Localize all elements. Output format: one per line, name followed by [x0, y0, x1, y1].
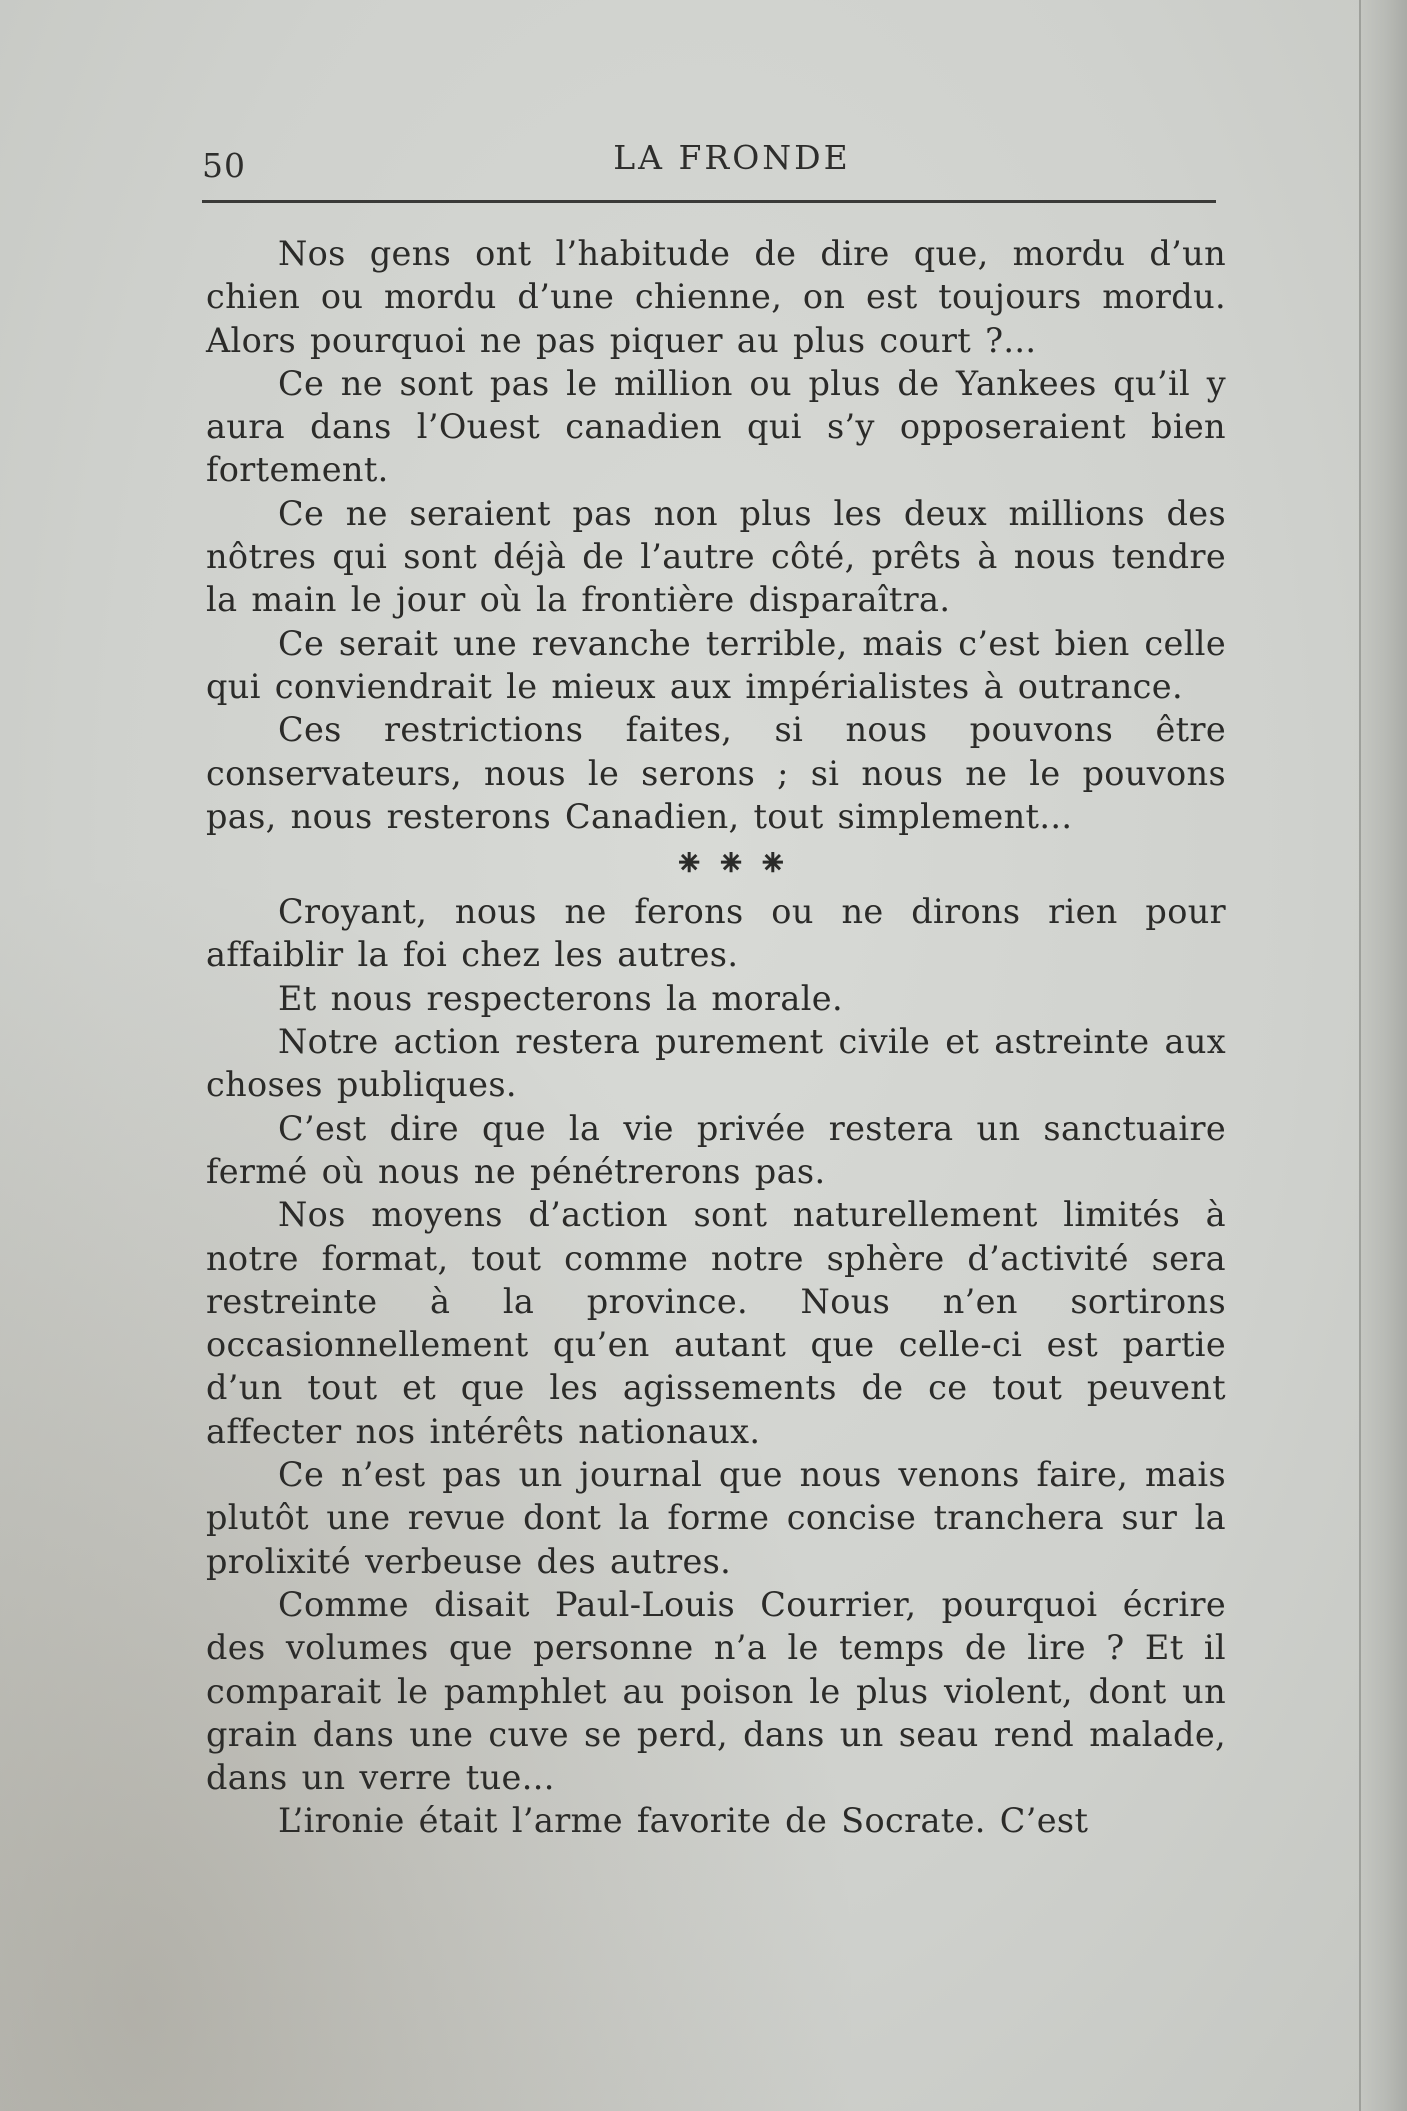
section-ornament: ⁕⁕⁕ [673, 841, 799, 886]
page-edge [1359, 0, 1407, 2111]
paragraph: Ce n’est pas un journal que nous venons faire, mais plutôt une revue dont la forme concise tranchera sur la prolixité verbeuse des autres. [206, 1455, 1226, 1581]
paragraph: Nos gens ont l’habitude de dire que, mordu d’un chien ou mordu d’une chienne, on est toujours mordu. Alors pourquoi ne pas piquer au plus court ?... [206, 234, 1226, 360]
paragraph: Ces restrictions faites, si nous pouvons être conservateurs, nous le serons ; si nous ne le pouvons pas, nous resterons Canadien, tout simplement... [206, 710, 1226, 836]
paragraph: Ce serait une revanche terrible, mais c’est bien celle qui conviendrait le mieux aux impérialistes à outrance. [206, 623, 1226, 706]
page-header [202, 136, 1216, 196]
paragraph: Et nous respecterons la morale. [278, 978, 843, 1018]
paragraph: Ce ne sont pas le million ou plus de Yankees qu’il y aura dans l’Ouest canadien qui s’y opposeraient bien fortement. [206, 363, 1226, 490]
paragraph: C’est dire que la vie privée restera un sanctuaire fermé où nous ne pénétrerons pas. [206, 1108, 1226, 1191]
body-text [206, 232, 1226, 1843]
paragraph: Notre action restera purement civile et astreinte aux choses publiques. [206, 1022, 1226, 1105]
paragraph: Ce ne seraient pas non plus les deux millions des nôtres qui sont déjà de l’autre côté, prêts à nous tendre la main le jour où la frontière disparaîtra. [206, 493, 1226, 620]
paragraph-continued: L’ironie était l’arme favorite de Socrate. C’est [278, 1801, 1089, 1841]
running-title: LA FRONDE [613, 138, 851, 177]
page-number: 50 [202, 146, 246, 185]
header-rule [202, 200, 1216, 203]
paragraph: Comme disait Paul-Louis Courrier, pourquoi écrire des volumes que personne n’a le temps de lire ? Et il comparait le pamphlet au poison le plus violent, dont un grain dans une cuve se perd, dans un seau rend malade, dans un verre tue... [206, 1584, 1226, 1798]
paragraph: Nos moyens d’action sont naturellement limités à notre format, tout comme notre sphère d’activité sera restreinte à la province. Nous n’en sortirons occasionnellement qu’en autant que celle-ci est partie d’un tout et que les agissements de ce tout peuvent affecter nos intérêts nationaux. [206, 1195, 1226, 1451]
paragraph: Croyant, nous ne ferons ou ne dirons rien pour affaiblir la foi chez les autres. [206, 892, 1226, 975]
